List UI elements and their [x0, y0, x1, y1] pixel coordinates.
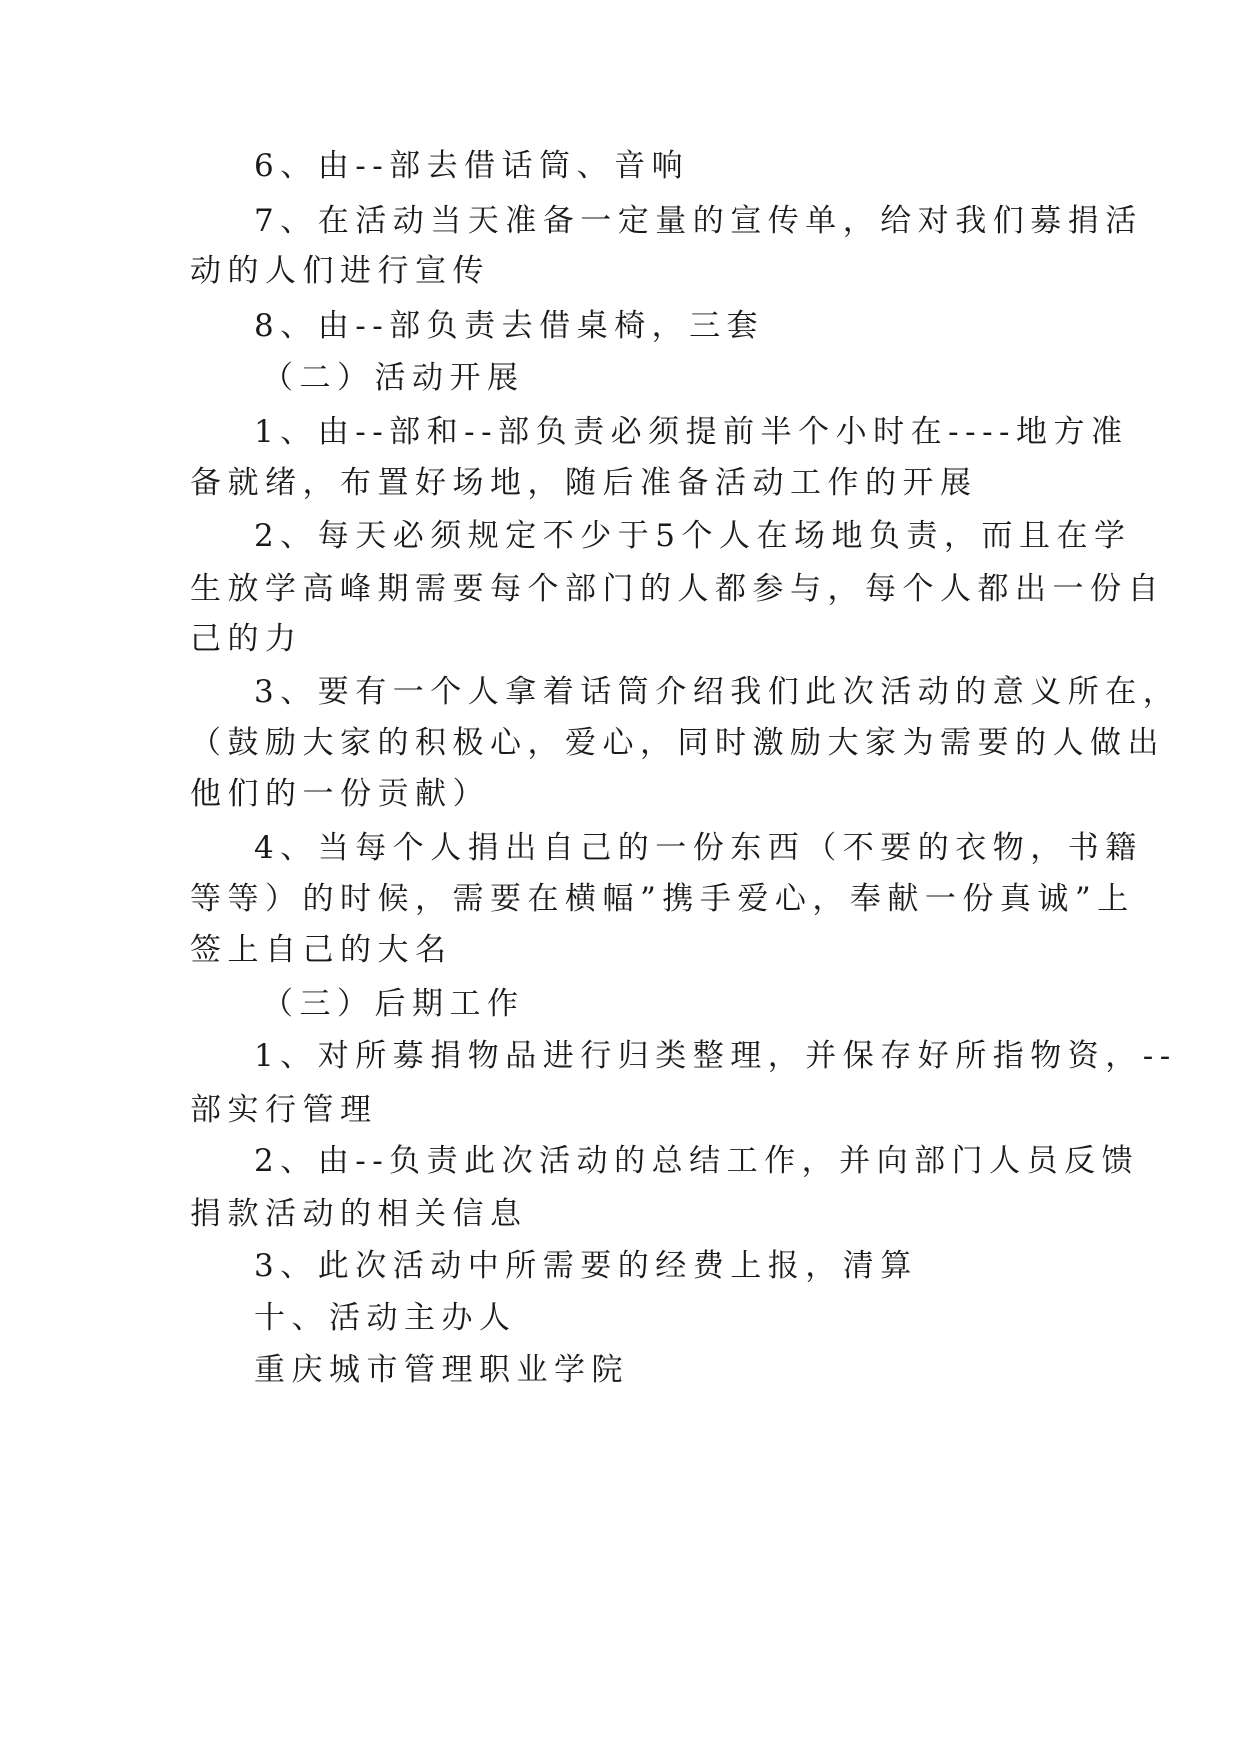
list-item: 7、在活动当天准备一定量的宣传单，给对我们募捐活	[254, 203, 1143, 239]
section-heading: （三）后期工作	[262, 986, 525, 1022]
section-heading: 十、活动主办人	[254, 1300, 517, 1336]
list-item: 8、由--部负责去借桌椅，三套	[254, 308, 765, 344]
list-item-continuation: （鼓励大家的积极心，爱心，同时激励大家为需要的人做出	[190, 725, 1165, 761]
list-item-continuation: 捐款活动的相关信息	[190, 1196, 528, 1232]
organizer-name: 重庆城市管理职业学院	[254, 1352, 629, 1388]
list-item-continuation: 等等）的时候，需要在横幅”携手爱心，奉献一份真诚”上	[190, 881, 1135, 917]
list-item: 1、对所募捐物品进行归类整理，并保存好所指物资，--	[254, 1038, 1177, 1074]
list-item-continuation: 签上自己的大名	[190, 932, 453, 968]
list-item: 6、由--部去借话筒、音响	[254, 148, 690, 184]
list-item-continuation: 备就绪，布置好场地，随后准备活动工作的开展	[190, 465, 978, 501]
list-item-continuation: 他们的一份贡献）	[190, 776, 490, 812]
list-item-continuation: 动的人们进行宣传	[190, 253, 490, 289]
section-heading: （二）活动开展	[262, 360, 525, 396]
list-item-continuation: 部实行管理	[190, 1092, 378, 1128]
list-item-continuation: 生放学高峰期需要每个部门的人都参与，每个人都出一份自	[190, 571, 1165, 607]
list-item: 4、当每个人捐出自己的一份东西（不要的衣物，书籍	[254, 830, 1143, 866]
list-item: 2、由--负责此次活动的总结工作，并向部门人员反馈	[254, 1143, 1140, 1179]
list-item: 1、由--部和--部负责必须提前半个小时在----地方准	[254, 414, 1129, 450]
list-item: 2、每天必须规定不少于5个人在场地负责，而且在学	[254, 518, 1132, 554]
list-item-continuation: 己的力	[190, 621, 303, 657]
list-item: 3、要有一个人拿着话筒介绍我们此次活动的意义所在，	[254, 674, 1181, 710]
list-item: 3、此次活动中所需要的经费上报，清算	[254, 1248, 918, 1284]
